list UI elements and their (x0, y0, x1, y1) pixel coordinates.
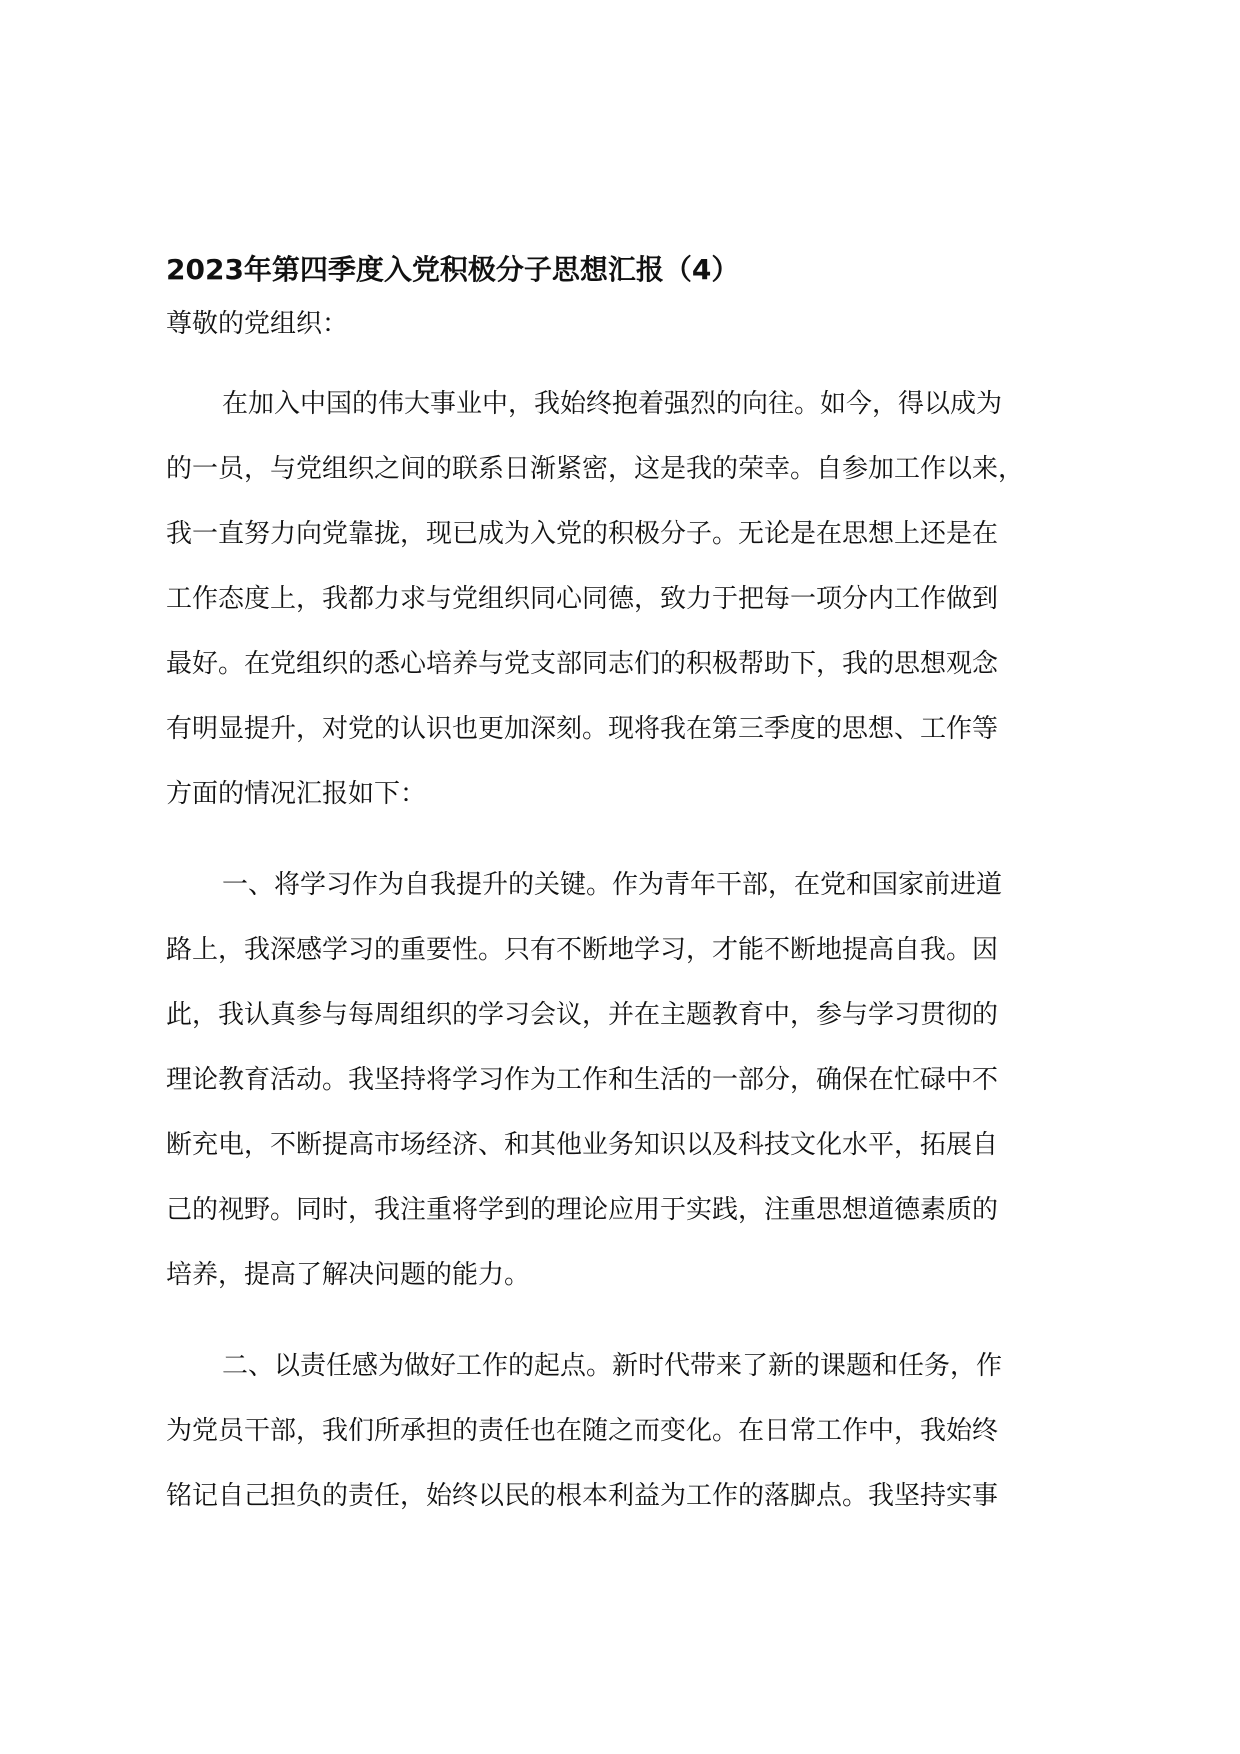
paragraph-line: 工作态度上，我都力求与党组织同心同德，致力于把每一项分内工作做到 (166, 584, 999, 614)
document-title: 2023年第四季度入党积极分子思想汇报（4） (166, 253, 740, 286)
paragraph-line: 为党员干部，我们所承担的责任也在随之而变化。在日常工作中，我始终 (166, 1416, 999, 1446)
paragraph-line: 此，我认真参与每周组织的学习会议，并在主题教育中，参与学习贯彻的 (166, 1000, 999, 1030)
paragraph-line: 一、将学习作为自我提升的关键。作为青年干部，在党和国家前进道 (222, 870, 1003, 900)
paragraph-3 (166, 1334, 1086, 1529)
document-body (166, 250, 1086, 1555)
paragraph-line: 最好。在党组织的悉心培养与党支部同志们的积极帮助下，我的思想观念 (166, 649, 999, 679)
paragraph-line: 我一直努力向党靠拢，现已成为入党的积极分子。无论是在思想上还是在 (166, 519, 999, 549)
paragraph-line: 有明显提升，对党的认识也更加深刻。现将我在第三季度的思想、工作等 (166, 714, 999, 744)
paragraph-1 (166, 372, 1086, 827)
paragraph-line: 二、以责任感为做好工作的起点。新时代带来了新的课题和任务，作 (222, 1351, 1003, 1381)
paragraph-line: 铭记自己担负的责任，始终以民的根本利益为工作的落脚点。我坚持实事 (166, 1481, 999, 1511)
paragraph-line: 断充电，不断提高市场经济、和其他业务知识以及科技文化水平，拓展自 (166, 1130, 999, 1160)
paragraph-line: 理论教育活动。我坚持将学习作为工作和生活的一部分，确保在忙碌中不 (166, 1065, 999, 1095)
salutation: 尊敬的党组织： (166, 309, 349, 339)
paragraph-line: 己的视野。同时，我注重将学到的理论应用于实践，注重思想道德素质的 (166, 1195, 999, 1225)
paragraph-line: 路上，我深感学习的重要性。只有不断地学习，才能不断地提高自我。因 (166, 935, 999, 965)
paragraph-line: 的一员，与党组织之间的联系日渐紧密，这是我的荣幸。自参加工作以来， (166, 454, 1025, 484)
paragraph-line: 在加入中国的伟大事业中，我始终抱着强烈的向往。如今，得以成为 (222, 389, 1003, 419)
paragraph-2 (166, 853, 1086, 1308)
paragraph-line: 方面的情况汇报如下： (166, 779, 427, 809)
paragraph-line: 培养，提高了解决问题的能力。 (166, 1260, 531, 1290)
